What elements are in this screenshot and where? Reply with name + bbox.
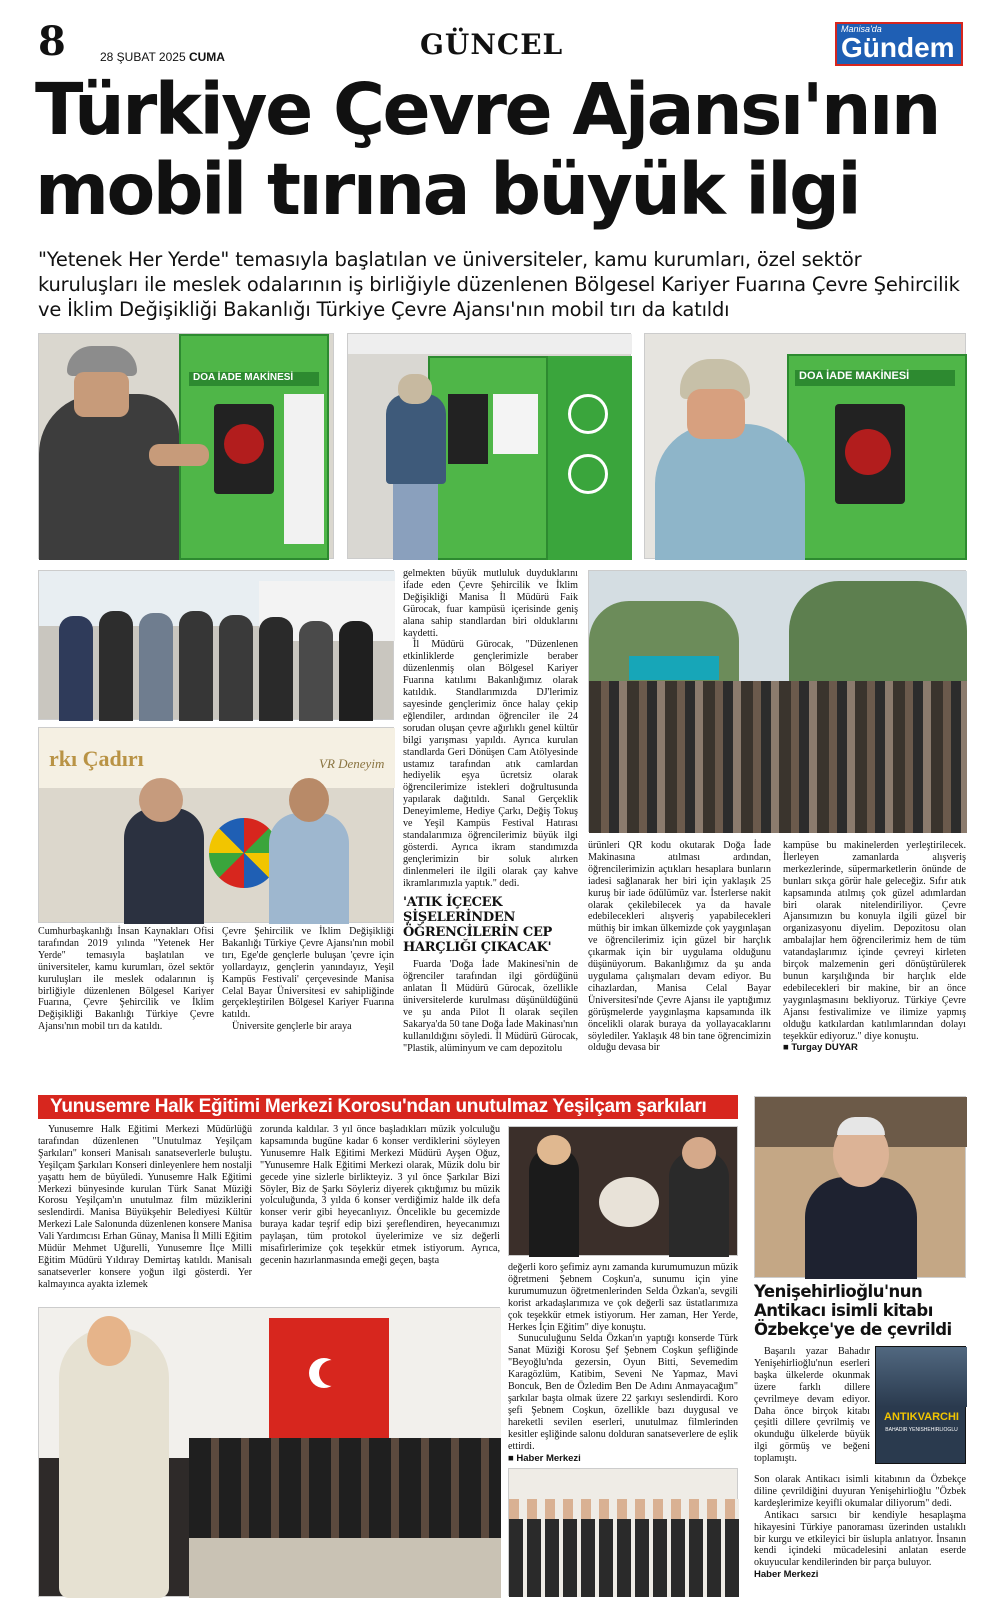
main-col-5 [783, 840, 966, 1054]
tent-label: rkı Çadırı [49, 746, 144, 771]
photo-author-parliament [754, 1096, 966, 1278]
main-col-4: ürünleri QR kodu okutarak Doğa İade Makinasına atılması ardından, öğrencilerimizin açtıkları hesaplara bunların iadesi sağlanarak her biri için yaklaşık 25 kuruş bir iade ödülümüz var. İsterlerse nakit olarak çekilebilecek ya da havale edebilecekleri alışveriş yapabilecekleri müthiş bir imkan ülkemizde çok yaygınlaşan ve öğrencilerimiz için güzel bir harçlık çıkarmak için bir uygulama olduğunu düşünüyorum. Bakanlığımız da şu anda uygulama çalışmaları devam ediyor. Bu cihazlardan, Manisa Celal Bayar Üniversitesi'nde Çevre Ajansı ile yaptığımız görüşmelerde yaygınlaşma kapsamında ilk öncelikli olarak buraya da yollayacaklarını söylediler. Yaklaşık 48 bin tane öğrencimizin olduğu devasa bir [588, 840, 771, 1054]
choir-col-3 [508, 1262, 738, 1462]
tent-label-vr: VR Deneyim [319, 756, 385, 771]
main-col-3-p1: gelmekten büyük mutluluk duyduklarını ifade eden Çevre Şehircilik ve İklim Değişikliği Manisa İl Müdürü Faik Gürocak, fuar kampüsü içerisinde geniş alana sahip standlardan biri olduklarını kaydetti. [403, 568, 578, 639]
main-col-1: Cumhurbaşkanlığı İnsan Kaynakları Ofisi tarafından 2019 yılında "Yetenek Her Yerde" temasıyla başlatılan ve üniversiteler, kamu kurumları, özel sektör kuruluşları ile meslek odalarının iş birliğiyle düzenlenen Bölgesel Kariyer Fuarına, Çevre Şehircilik ve İklim Değişikliği Bakanlığı Türkiye Çevre Ajansı'nın mobil tırı da katıldı. [38, 926, 214, 1033]
main-col-2 [222, 926, 394, 1046]
newspaper-logo [835, 22, 963, 66]
main-col-3-p2: İl Müdürü Gürocak, "Düzenlenen etkinliklerde gençlerimizle beraber düzenlenmiş olan Bölgesel Kariyer Fuarına katılımı Bakanlığımız olarak katıldık. Standlarımızda DJ'lerimiz sayesinde gençlerimiz önce halay çekip eğlendiler, ardından öğrenciler ile 24 sorudan oluşan çevre ağırlıklı genel kültür bilgi yarışması yapıldı. Ayrıca kurulan standlarda Geri Dönüşen Cam Atölyesinde ustamız tarafından atık camlardan hediyelik eşya ücretsiz olarak öğrencilerimize istekleri doğrultusunda yapılarak dağıtıldı. Sanal Gerçeklik Deneyimleme, Hediye Çarkı, Değiş Tokuş ve Yeşil Kampüs Festival Hatırası standalarımıza öğrencilerimiz büyük ilgi gösterdi. Ayrıca ikram standımızda gençlerimizin bir soluk alırken dinlenmeleri ile ilgili olarak çay kahve ikramlarımızla yaptık." dedi. [403, 639, 578, 889]
photo-group-officials [38, 570, 394, 720]
main-col-3 [403, 568, 578, 1054]
book-cover-title: ANTIKVARCHI [884, 1411, 959, 1423]
book-headline: Yenişehirlioğlu'nun Antikacı isimli kitabı Özbekçe'ye de çevrildi [754, 1282, 952, 1339]
book-col-2-p1: Son olarak Antikacı isimli kitabının da Özbekçe diline çevrildiğini duyuran Yenişehirlioğlu "Özbek kardeşlerimize keyifli okumalar diliyorum" dedi. [754, 1474, 966, 1509]
date-text: 28 ŞUBAT 2025 [100, 50, 186, 64]
choir-col-1: Yunusemre Halk Eğitimi Merkezi Müdürlüğü tarafından düzenlenen "Unutulmaz Yeşilçam Şarkıları" konseri Manisalı sanatseverlerle buluştu. Yeşilçam Şarkıları Konseri dinleyenlere hem nostalji yaşattı hem de büyüledi. Yunusemre Halk Eğitimi Merkezi bünyesinde kurulan Türk Sanat Müziği Korosu Yeşilçam'ın unutulmaz film müziklerini seslendirdi. Manisa Büyükşehir Belediyesi Kültür Merkezi Lale Salonunda düzenlenen konsere Manisa Vali Yardımcısı Erhan Günay, Manisa İl Milli Eğitim Müdür Mehmet Uğurelli, Yunusemre İlçe Milli Eğitim Müdürü Yıldıray Demirtaş katıldı. Manisalı sanatseverler konsere yoğun ilgi gösterdi. Yer kalmayınca ayakta izlemek [38, 1124, 252, 1290]
page-number: 8 [38, 18, 66, 65]
book-cover [875, 1346, 966, 1464]
book-col-1: Başarılı yazar Bahadır Yenişehirlioğlu'nun eserleri başka ülkelerde okunmak üzere farklı dillere çevrilmeye devam ediyor. Daha önce birçok kitabı çeşitli dillere çevrilmiş ve okunduğu ülkelerde büyük ilgi görmüş ve beğeni toplamıştı. [754, 1346, 870, 1465]
day-text: CUMA [188, 50, 225, 64]
photo-concert-stage [38, 1307, 500, 1597]
book-cover-author: BAHADIR YENISHEHIRLIOGLU [885, 1427, 958, 1433]
book-byline [754, 1569, 966, 1581]
machine-label-1: DOA İADE MAKİNESİ [189, 372, 319, 386]
photo-festival-crowd [588, 570, 966, 832]
photo-gift-wheel [38, 727, 394, 923]
choir-col-2: zorunda kaldılar. 3 yıl önce başladıkları müzik yolculuğu kapsamında bugüne kadar 6 konser verdiklerini söyleyen Yunusemre Halk Eğitimi Merkezi Müdürü Ayşen Oğuz, "Yunusemre Halk Eğitimi Merkezi olarak, Müzik dolu bir gecede yine sizlerle birlikteyiz. 3 yıl önce Şarkılar Bizi Söyler, Biz de Şarkı Söyleriz diyerek çıktığımız bu müzik yolculuğunda, 3 yılda 6 konser verdiğimiz halde ilk defa konser verir gibi heyecanlıyız. Öncelikle bu gecemizde buraya kadar teşrif edip bizi şereflendiren, heyecanımızı paylaşan, tüm protokol üyelerimize ve siz değerli misafirlerimize çok teşekkür etmek istiyorum. Ayrıca, gecenin hazırlanmasında emeği geçen, başta [260, 1124, 500, 1266]
main-col-2-p1: Çevre Şehircilik ve İklim Değişikliği Bakanlığı Türkiye Çevre Ajansı'nın mobil tırı, Ege'de gençlerle buluşan 'çevre için yollardayız, gençlerin yanındayız, Yeşil Kampüs Festivali' çerçevesinde Manisa Celal Bayar Üniversitesi ev sahipliğinde gerçekleştirilen Bölgesel Kariyer Fuarına katıldı. [222, 926, 394, 1021]
logo-small-text: Manisa'da [841, 24, 882, 34]
book-byline-name: Haber Merkezi [754, 1569, 819, 1581]
main-headline [35, 70, 975, 230]
main-byline: ■ Turgay DUYAR [783, 1042, 858, 1054]
choir-col-3-p2: Sunuculuğunu Selda Özkan'ın yaptığı konserde Türk Sanat Müziği Korosu Şef Şebnem Coşkun şefliğinde "Beyoğlu'nda gezersin, Oyun Bitti, Sevemedim Karagözlüm, Katibim, Seveni Ne Yapmaz, Mavi Boncuk, Ben de Özledim Ben De Adını Anmayacağım" şarkılar başta olmak üzere 22 şarkıyı seslendirdi. Koro şefi Şebnem Coşkun, özellikle bazı duygusal ve hareketli sevilen eserleri, unutulmaz filmlerinden kesitler eşliğinde salonu dolduran sanatseverlere de eşlik ettirdi. [508, 1333, 738, 1452]
photo-man-beanie-machine [644, 333, 966, 559]
photo-choir-group [508, 1468, 738, 1596]
book-col-2-p2: Antikacı sarsıcı bir kendiyle hesaplaşma hikayesini Türkiye panoraması üzerinden ustalıklı bir kurgu ve etkileyici bir üslupla anlatıyor. İnsanın kendi içindeki mücadelesini anlatan eserde okuyucular kendilerinden bir parça buluyor. [754, 1509, 966, 1569]
logo-main-text: Gündem [841, 32, 955, 63]
photo-choir-singers [508, 1126, 738, 1256]
choir-byline-name: Haber Merkezi [516, 1452, 581, 1464]
main-byline-name: Turgay DUYAR [791, 1042, 858, 1054]
section-title: GÜNCEL [420, 28, 564, 61]
main-col-2-p2: Üniversite gençlerle bir araya [232, 1021, 352, 1033]
page-date [100, 50, 225, 64]
machine-label-2: DOA İADE MAKİNESİ [795, 370, 955, 386]
choir-headline: Yunusemre Halk Eğitimi Merkezi Korosu'ndan unutulmaz Yeşilçam şarkıları [50, 1096, 707, 1117]
headline-line-2: mobil tırına büyük ilgi [35, 148, 860, 231]
main-deck: "Yetenek Her Yerde" temasıyla başlatılan ve üniversiteler, kamu kurumları, özel sektör kuruluşları ile meslek odalarının iş birliğiyle düzenlenen Bölgesel Kariyer Fuarına Çevre Şehircilik ve İklim Değişikliği Bakanlığı Türkiye Çevre Ajansı'nın mobil tırı da katıldı [38, 248, 960, 321]
choir-col-3-p1: değerli koro şefimiz aynı zamanda kurumumuzun müzik öğretmeni Şebnem Coşkun'a, sunumu için yine kurumumuzun öğretmenlerinden Selda Özkan'a, sevgili korist arkadaşlarımıza ve çok değerli saz üstatlarımıza çok teşekkür etmek istiyorum. Her zaman, Her Yerde, Herkes İçin Eğitim" diye konuştu. [508, 1262, 738, 1333]
main-subhead: 'ATIK İÇECEK ŞİŞELERİNDEN ÖĞRENCİLERİN CEP HARÇLIĞI ÇIKACAK' [403, 895, 553, 956]
photo-man-cap-machine [38, 333, 334, 559]
book-col-2 [754, 1474, 966, 1598]
choir-headline-bar [38, 1095, 738, 1119]
choir-byline: ■ Haber Merkezi [508, 1452, 581, 1464]
headline-line-1: Türkiye Çevre Ajansı'nın [35, 68, 939, 151]
main-col-3-p3: Fuarda 'Doğa İade Makinesi'nin de öğrenciler tarafından ilgi gördüğünü anlatan İl Müdürü Gürocak, özellikle üniversitelerde kurulması düşünüldüğünü ve şu anda Pilot İl olarak seçilen Sakarya'da 50 tane Doğa İade Makinası'nın kullanıldığını söyledi. İl Müdürü Gürocak, "Plastik, alüminyum ve cam depozitolu [403, 959, 578, 1054]
main-col-5-p1: kampüse bu makinelerden yerleştirilecek. İlerleyen zamanlarda alışveriş merkezlerinde, süpermarketlerin önünde de bunları sıkça görür hale geleceğiz. Sıfır atık kapsamında atılmış çok güzel adımlardan biri olarak nitelendiriliyor. Çevre Ajansımızın bu konuyla ilgili güzel bir organizasyonu diyelim. Depozitosu olan ambalajlar hem öğrencilerimiz hem de tüm vatandaşlarımız içinde çevreyi kirleten birçok malzemenin geri dönüştürülerek bunun karşılığında bir harçlık elde edebilecekleri bir makine, bir an önce yaygınlaşmasını bekliyoruz. Türkiye Çevre Ajansı festivalimize ve ilimize yapmış olduğu katkılardan katılımlarından dolayı teşekkür ediyoruz." diye konuştu. [783, 840, 966, 1042]
photo-man-back-machine [347, 333, 631, 559]
